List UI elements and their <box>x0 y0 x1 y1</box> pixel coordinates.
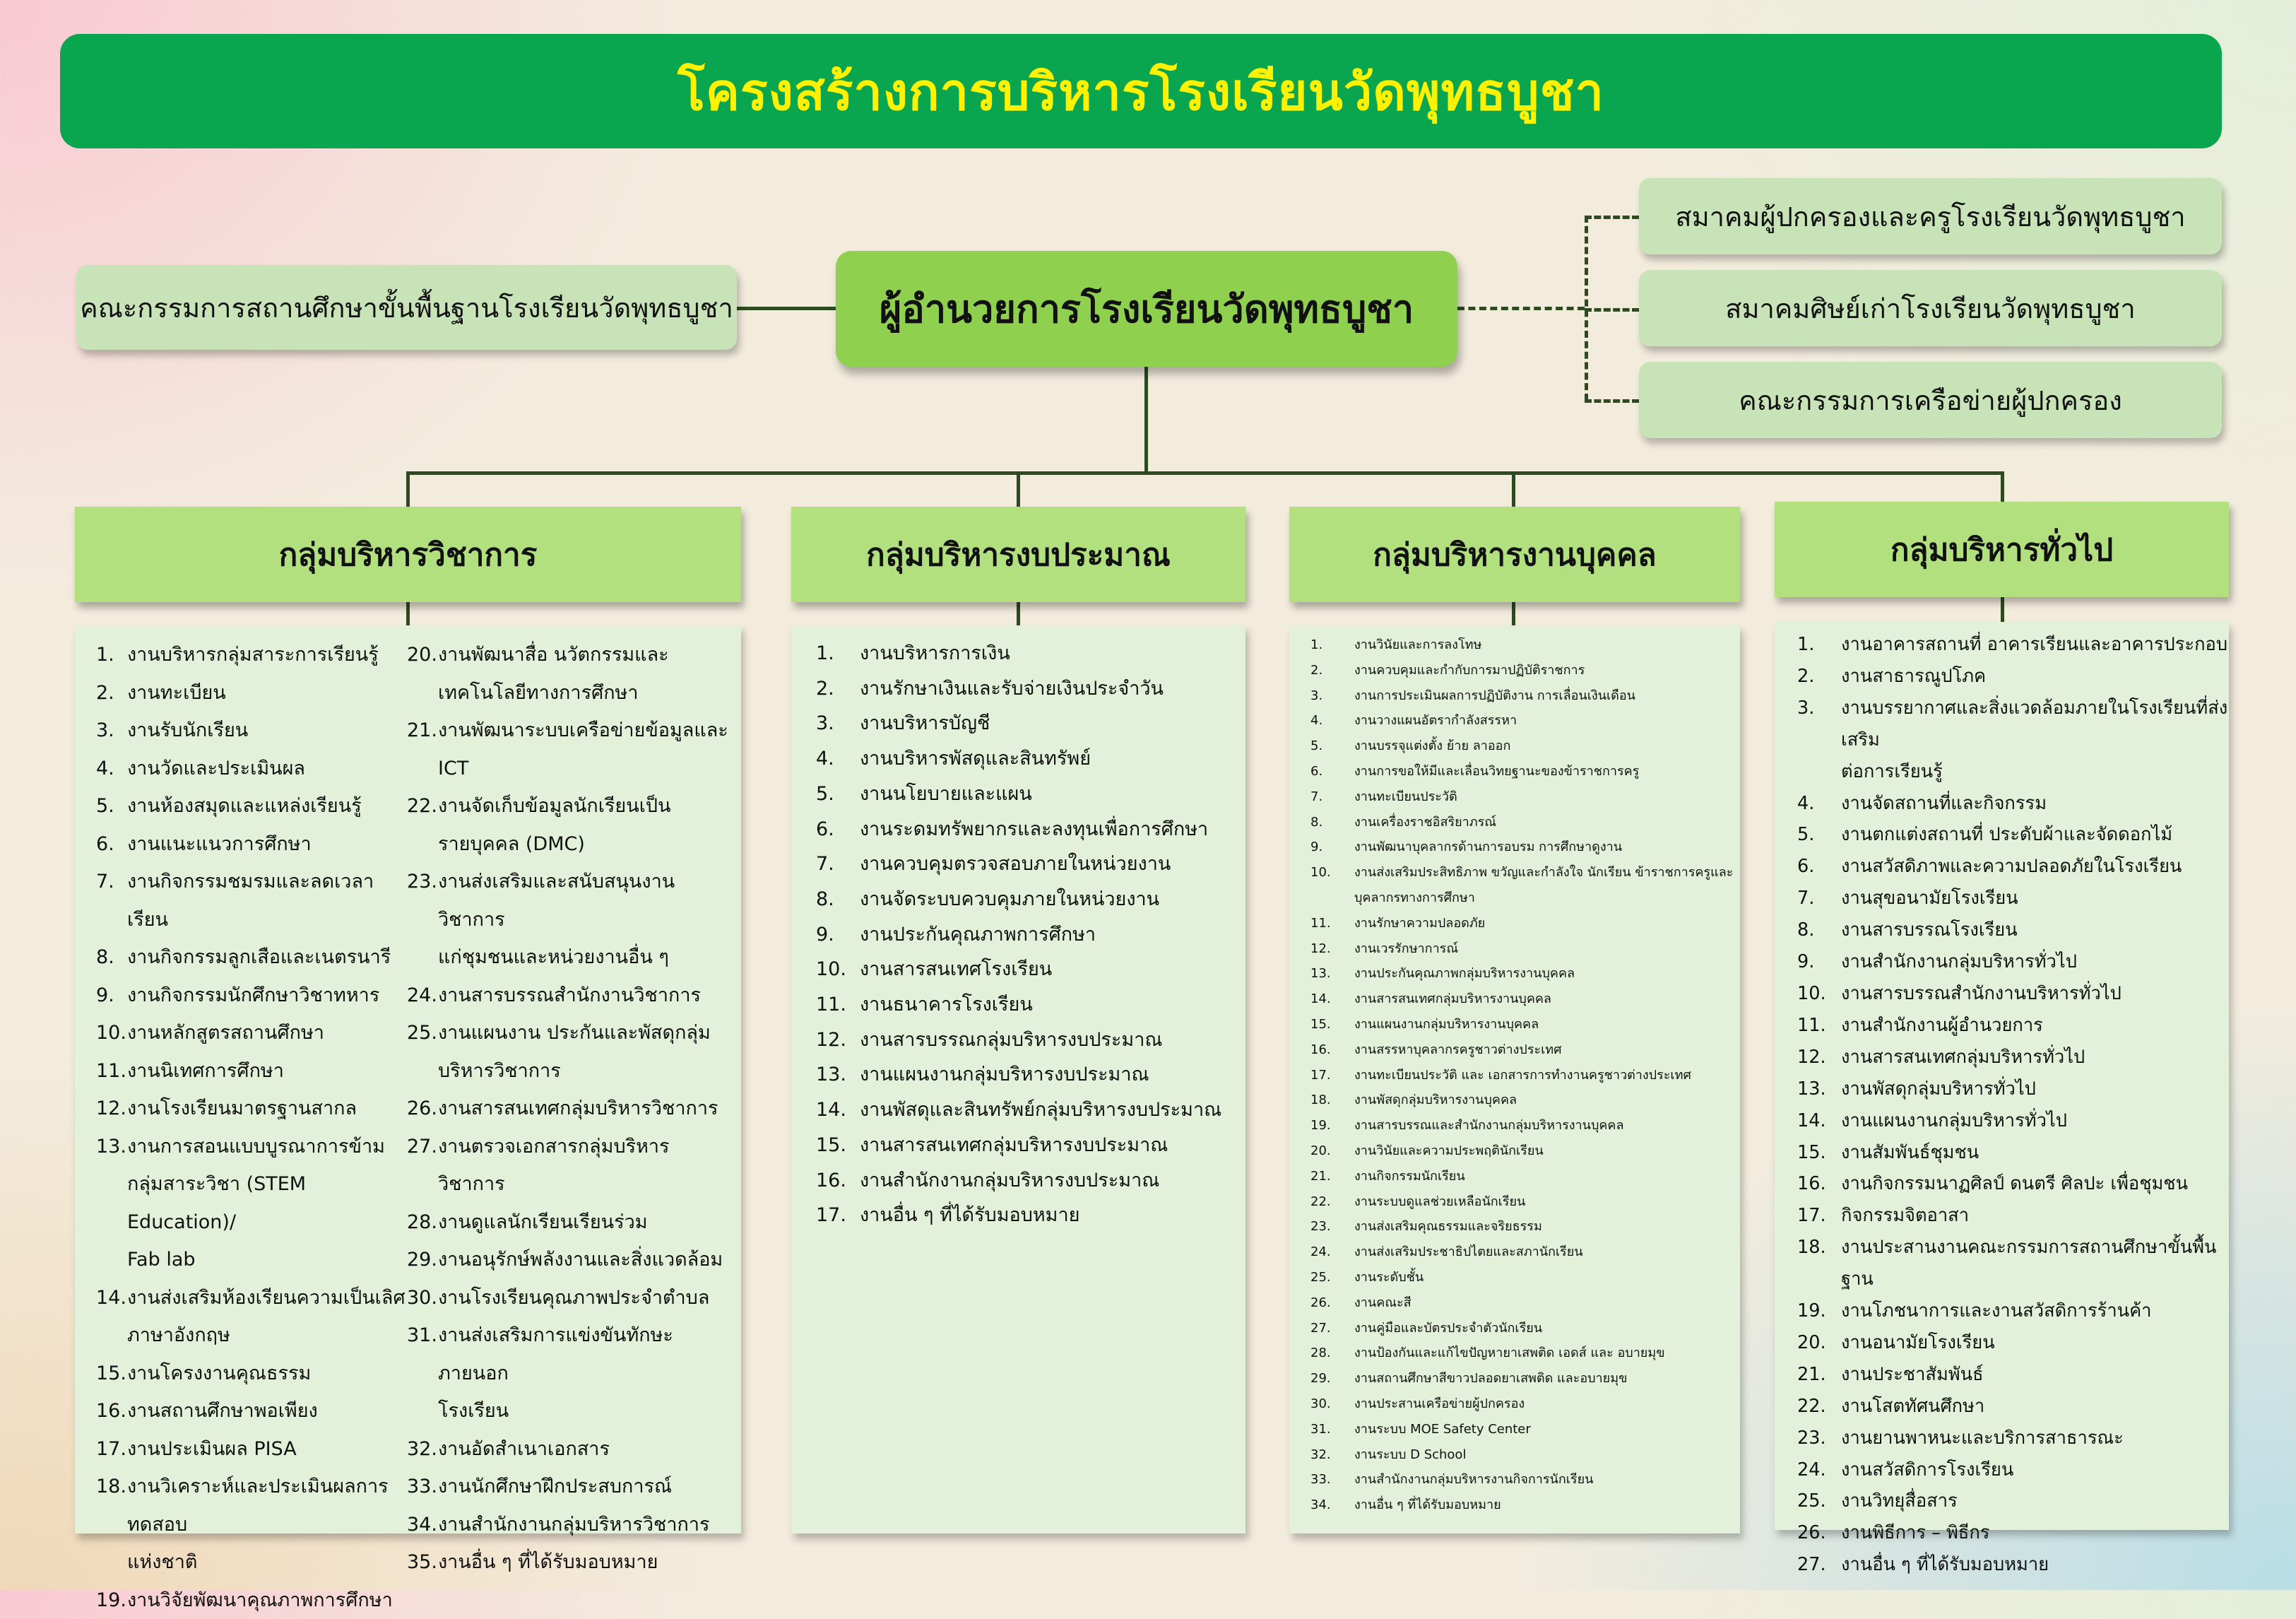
academic-list-col1 <box>96 636 407 1619</box>
list-item: 24. งานสารบรรณสำนักงานวิชาการ <box>407 977 732 1015</box>
list-item: 9. งานกิจกรรมนักศึกษาวิชาทหาร <box>96 977 407 1015</box>
list-item: 3. งานการประเมินผลการปฏิบัติงาน การเลื่อนเงินเดือน <box>1310 683 1740 709</box>
list-item: 9. งานประกันคุณภาพการศึกษา <box>816 917 1245 953</box>
list-item: 30. งานประสานเครือข่ายผู้ปกครอง <box>1310 1391 1740 1417</box>
list-item: 26. งานพิธีการ – พิธีกร <box>1797 1517 2229 1549</box>
list-item: 8. งานสารบรรณโรงเรียน <box>1797 914 2229 946</box>
list-item: 26. งานคณะสี <box>1310 1290 1740 1316</box>
parent-teacher-association-box <box>1639 178 2222 254</box>
list-item: 8. งานเครื่องราชอิสริยาภรณ์ <box>1310 810 1740 835</box>
connector-director-down <box>1144 367 1148 473</box>
list-item: 18. งานประสานงานคณะกรรมการสถานศึกษาขั้นพื้นฐาน <box>1797 1232 2229 1295</box>
list-item: 21. งานกิจกรรมนักเรียน <box>1310 1164 1740 1189</box>
list-item: 12. งานโรงเรียนมาตรฐานสากล <box>96 1090 407 1128</box>
list-item: 12. งานสารบรรณกลุ่มบริหารงบประมาณ <box>816 1023 1245 1058</box>
list-item: 18. งานพัสดุกลุ่มบริหารงานบุคคล <box>1310 1088 1740 1113</box>
page-title: โครงสร้างการบริหารโรงเรียนวัดพุทธบูชา <box>677 51 1604 132</box>
list-item: 26. งานสารสนเทศกลุ่มบริหารวิชาการ <box>407 1090 732 1128</box>
academic-list-col2 <box>407 636 732 1619</box>
list-item: 4. งานวัดและประเมินผล <box>96 750 407 788</box>
list-item: 34. งานอื่น ๆ ที่ได้รับมอบหมาย <box>1310 1493 1740 1518</box>
list-item: 31. งานระบบ MOE Safety Center <box>1310 1417 1740 1442</box>
connector-group-1 <box>406 471 410 507</box>
list-item: 27. งานคู่มือและบัตรประจำตัวนักเรียน <box>1310 1316 1740 1341</box>
list-item: บุคลากรทางการศึกษา <box>1310 885 1740 911</box>
list-item: 27. งานอื่น ๆ ที่ได้รับมอบหมาย <box>1797 1549 2229 1581</box>
list-item: 22. งานระบบดูแลช่วยเหลือนักเรียน <box>1310 1189 1740 1215</box>
list-item: 5. งานบรรจุแต่งตั้ง ย้าย ลาออก <box>1310 734 1740 759</box>
list-item: เทคโนโลยีทางการศึกษา <box>407 674 732 712</box>
connector-director-right <box>1457 307 1585 310</box>
list-item: 32. งานระบบ D School <box>1310 1442 1740 1468</box>
connector-group-4 <box>2001 471 2004 503</box>
panel-academic <box>75 625 741 1533</box>
list-item: 10. งานหลักสูตรสถานศึกษา <box>96 1014 407 1052</box>
parent-network-committee-box <box>1639 362 2222 438</box>
panel-budget <box>791 625 1245 1533</box>
group-header-personnel <box>1289 507 1740 602</box>
list-item: 10. งานสารสนเทศโรงเรียน <box>816 952 1245 987</box>
connector-groups-horizontal <box>406 471 2004 475</box>
list-item: 16. งานสถานศึกษาพอเพียง <box>96 1392 407 1430</box>
list-item: 17. กิจกรรมจิตอาสา <box>1797 1200 2229 1232</box>
list-item: 16. งานสรรหาบุคลากรครูชาวต่างประเทศ <box>1310 1037 1740 1063</box>
list-item: 17. งานทะเบียนประวัติ และ เอกสารการทำงานครูชาวต่างประเทศ <box>1310 1063 1740 1088</box>
list-item: 34. งานสำนักงานกลุ่มบริหารวิชาการ <box>407 1506 732 1544</box>
list-item: 9. งานพัฒนาบุคลากรด้านการอบรม การศึกษาดูงาน <box>1310 835 1740 860</box>
list-item: บริหารวิชาการ <box>407 1052 732 1090</box>
list-item: 5. งานนโยบายและแผน <box>816 777 1245 812</box>
list-item: 28. งานดูแลนักเรียนเรียนร่วม <box>407 1203 732 1242</box>
list-item: ICT <box>407 750 732 788</box>
list-item: 10. งานสารบรรณสำนักงานบริหารทั่วไป <box>1797 978 2229 1010</box>
list-item: 2. งานสาธารณูปโภค <box>1797 661 2229 693</box>
list-item: 23. งานส่งเสริมและสนับสนุนงานวิชาการ <box>407 863 732 938</box>
list-item: 22. งานจัดเก็บข้อมูลนักเรียนเป็น <box>407 787 732 825</box>
panel-personnel <box>1289 625 1740 1533</box>
list-item: 21. งานประชาสัมพันธ์ <box>1797 1359 2229 1391</box>
list-item: 4. งานบริหารพัสดุและสินทรัพย์ <box>816 741 1245 777</box>
list-item: 28. งานป้องกันและแก้ไขปัญหายาเสพติด เอดส์ และ อบายมุข <box>1310 1341 1740 1366</box>
group-header-label: กลุ่มบริหารวิชาการ <box>279 530 538 579</box>
list-item: 33. งานนักศึกษาฝึกประสบการณ์ <box>407 1468 732 1506</box>
list-item: 19. งานโภชนาการและงานสวัสดิการร้านค้า <box>1797 1295 2229 1327</box>
list-item: 22. งานโสตทัศนศึกษา <box>1797 1391 2229 1423</box>
list-item: 13. งานการสอนแบบบูรณาการข้าม <box>96 1128 407 1166</box>
list-item: รายบุคคล (DMC) <box>407 825 732 864</box>
list-item: 7. งานกิจกรรมชมรมและลดเวลาเรียน <box>96 863 407 938</box>
list-item: 27. งานตรวจเอกสารกลุ่มบริหารวิชาการ <box>407 1128 732 1203</box>
group-header-budget <box>791 507 1245 602</box>
list-item: 15. งานสัมพันธ์ชุมชน <box>1797 1137 2229 1169</box>
list-item: 1. งานอาคารสถานที่ อาคารเรียนและอาคารประกอบ <box>1797 629 2229 661</box>
connector-right-1 <box>1585 216 1639 219</box>
connector-head-panel-2 <box>1017 601 1020 625</box>
list-item: 1. งานบริหารการเงิน <box>816 636 1245 671</box>
list-item: 12. งานสารสนเทศกลุ่มบริหารทั่วไป <box>1797 1042 2229 1073</box>
panel-general <box>1775 622 2229 1530</box>
list-item: 35. งานอื่น ๆ ที่ได้รับมอบหมาย <box>407 1543 732 1582</box>
title-bar <box>60 34 2222 148</box>
list-item: Fab lab <box>96 1241 407 1279</box>
list-item: 14. งานพัสดุและสินทรัพย์กลุ่มบริหารงบประมาณ <box>816 1093 1245 1128</box>
list-item: 30. งานโรงเรียนคุณภาพประจำตำบล <box>407 1279 732 1317</box>
list-item: 21. งานพัฒนาระบบเครือข่ายข้อมูลและ <box>407 712 732 750</box>
list-item: 9. งานสำนักงานกลุ่มบริหารทั่วไป <box>1797 946 2229 978</box>
list-item: แห่งชาติ <box>96 1543 407 1582</box>
right-box-label: คณะกรรมการเครือข่ายผู้ปกครอง <box>1739 379 2122 422</box>
list-item: 14. งานแผนงานกลุ่มบริหารทั่วไป <box>1797 1105 2229 1137</box>
list-item: 18. งานวิเคราะห์และประเมินผลการทดสอบ <box>96 1468 407 1543</box>
budget-list <box>816 636 1245 1233</box>
general-list <box>1797 629 2229 1581</box>
list-item: 13. งานพัสดุกลุ่มบริหารทั่วไป <box>1797 1073 2229 1105</box>
group-header-label: กลุ่มบริหารทั่วไป <box>1890 525 2113 575</box>
list-item: 11. งานธนาคารโรงเรียน <box>816 987 1245 1023</box>
connector-head-panel-3 <box>1512 601 1515 625</box>
list-item: 6. งานสวัสดิภาพและความปลอดภัยในโรงเรียน <box>1797 851 2229 883</box>
connector-group-3 <box>1512 471 1515 507</box>
list-item: 14. งานสารสนเทศกลุ่มบริหารงานบุคคล <box>1310 987 1740 1012</box>
list-item: 17. งานประเมินผล PISA <box>96 1430 407 1468</box>
list-item: 3. งานรับนักเรียน <box>96 712 407 750</box>
list-item: 13. งานแผนงานกลุ่มบริหารงบประมาณ <box>816 1057 1245 1093</box>
list-item: 20. งานพัฒนาสื่อ นวัตกรรมและ <box>407 636 732 674</box>
list-item: 16. งานกิจกรรมนาฏศิลป์ ดนตรี ศิลปะ เพื่อชุมชน <box>1797 1168 2229 1200</box>
list-item: 23. งานยานพาหนะและบริการสาธารณะ <box>1797 1423 2229 1454</box>
list-item: กลุ่มสาระวิชา (STEM Education)/ <box>96 1165 407 1241</box>
connector-right-3 <box>1585 399 1639 403</box>
list-item: 2. งานควบคุมและกำกับการมาปฏิบัติราชการ <box>1310 658 1740 683</box>
list-item: 23. งานส่งเสริมคุณธรรมและจริยธรรม <box>1310 1214 1740 1240</box>
alumni-association-box <box>1639 270 2222 346</box>
list-item: 20. งานอนามัยโรงเรียน <box>1797 1327 2229 1359</box>
list-item: 19. งานวิจัยพัฒนาคุณภาพการศึกษา <box>96 1582 407 1619</box>
list-item: 11. งานรักษาความปลอดภัย <box>1310 911 1740 936</box>
group-header-label: กลุ่มบริหารงบประมาณ <box>866 530 1171 579</box>
right-box-label: สมาคมผู้ปกครองและครูโรงเรียนวัดพุทธบูชา <box>1675 195 2185 238</box>
list-item: 29. งานสถานศึกษาสีขาวปลอดยาเสพติด และอบายมุข <box>1310 1366 1740 1391</box>
director-box <box>836 251 1457 367</box>
list-item: 10. งานส่งเสริมประสิทธิภาพ ขวัญและกำลังใจ นักเรียน ข้าราชการครูและ <box>1310 860 1740 885</box>
list-item: โรงเรียน <box>407 1392 732 1430</box>
list-item: 25. งานวิทยุสื่อสาร <box>1797 1485 2229 1517</box>
group-header-general <box>1775 502 2229 597</box>
list-item: 19. งานสารบรรณและสำนักงานกลุ่มบริหารงานบุคคล <box>1310 1113 1740 1138</box>
connector-right-2 <box>1585 308 1639 312</box>
list-item: 1. งานวินัยและการลงโทษ <box>1310 632 1740 658</box>
group-header-academic <box>75 507 741 602</box>
list-item: 4. งานวางแผนอัตรากำลังสรรหา <box>1310 708 1740 734</box>
list-item: 25. งานแผนงาน ประกันและพัสดุกลุ่ม <box>407 1014 732 1052</box>
list-item: 7. งานสุขอนามัยโรงเรียน <box>1797 883 2229 914</box>
list-item: 1. งานบริหารกลุ่มสาระการเรียนรู้ <box>96 636 407 674</box>
personnel-list <box>1310 632 1740 1518</box>
list-item: 3. งานบรรยากาศและสิ่งแวดล้อมภายในโรงเรียนที่ส่งเสริม <box>1797 693 2229 756</box>
list-item: 5. งานห้องสมุดและแหล่งเรียนรู้ <box>96 787 407 825</box>
list-item: 33. งานสำนักงานกลุ่มบริหารงานกิจการนักเรียน <box>1310 1467 1740 1493</box>
connector-head-panel-1 <box>406 601 410 625</box>
list-item: 25. งานระดับชั้น <box>1310 1265 1740 1290</box>
list-item: 15. งานแผนงานกลุ่มบริหารงานบุคคล <box>1310 1012 1740 1037</box>
list-item: 24. งานส่งเสริมประชาธิปไตยและสภานักเรียน <box>1310 1240 1740 1265</box>
list-item: 29. งานอนุรักษ์พลังงานและสิ่งแวดล้อม <box>407 1241 732 1279</box>
list-item: 32. งานอัดสำเนาเอกสาร <box>407 1430 732 1468</box>
list-item: 20. งานวินัยและความประพฤตินักเรียน <box>1310 1138 1740 1164</box>
connector-committee-director <box>737 307 837 310</box>
list-item: 15. งานโครงงานคุณธรรม <box>96 1355 407 1393</box>
list-item: 31. งานส่งเสริมการแข่งขันทักษะภายนอก <box>407 1317 732 1392</box>
list-item: 5. งานตกแต่งสถานที่ ประดับผ้าและจัดดอกไม้ <box>1797 819 2229 851</box>
list-item: 24. งานสวัสดิการโรงเรียน <box>1797 1454 2229 1486</box>
list-item: 3. งานบริหารบัญชี <box>816 706 1245 741</box>
list-item: 6. งานการขอให้มีและเลื่อนวิทยฐานะของข้าราชการครู <box>1310 759 1740 784</box>
list-item: 11. งานสำนักงานผู้อำนวยการ <box>1797 1010 2229 1042</box>
list-item: 15. งานสารสนเทศกลุ่มบริหารงบประมาณ <box>816 1128 1245 1163</box>
committee-label: คณะกรรมการสถานศึกษาขั้นพื้นฐานโรงเรียนวัดพุทธบูชา <box>80 286 733 329</box>
list-item: 17. งานอื่น ๆ ที่ได้รับมอบหมาย <box>816 1198 1245 1233</box>
list-item: 4. งานจัดสถานที่และกิจกรรม <box>1797 788 2229 820</box>
connector-head-panel-4 <box>2001 597 2004 622</box>
right-box-label: สมาคมศิษย์เก่าโรงเรียนวัดพุทธบูชา <box>1725 287 2135 330</box>
list-item: 6. งานแนะแนวการศึกษา <box>96 825 407 864</box>
list-item: 13. งานประกันคุณภาพกลุ่มบริหารงานบุคคล <box>1310 961 1740 987</box>
list-item: 7. งานควบคุมตรวจสอบภายในหน่วยงาน <box>816 847 1245 882</box>
list-item: 11. งานนิเทศการศึกษา <box>96 1052 407 1090</box>
committee-box <box>76 265 737 350</box>
list-item: 8. งานจัดระบบควบคุมภายในหน่วยงาน <box>816 882 1245 917</box>
director-label: ผู้อำนวยการโรงเรียนวัดพุทธบูชา <box>880 278 1414 339</box>
list-item: ภาษาอังกฤษ <box>96 1317 407 1355</box>
connector-group-2 <box>1017 471 1020 507</box>
list-item: 14. งานส่งเสริมห้องเรียนความเป็นเลิศ <box>96 1279 407 1317</box>
list-item: 6. งานระดมทรัพยากรและลงทุนเพื่อการศึกษา <box>816 812 1245 847</box>
list-item: 16. งานสำนักงานกลุ่มบริหารงบประมาณ <box>816 1163 1245 1199</box>
list-item: ต่อการเรียนรู้ <box>1797 756 2229 788</box>
list-item: 12. งานเวรรักษาการณ์ <box>1310 936 1740 962</box>
list-item: 2. งานรักษาเงินและรับจ่ายเงินประจำวัน <box>816 671 1245 707</box>
group-header-label: กลุ่มบริหารงานบุคคล <box>1373 530 1657 579</box>
list-item: 2. งานทะเบียน <box>96 674 407 712</box>
list-item: 7. งานทะเบียนประวัติ <box>1310 784 1740 810</box>
list-item: 8. งานกิจกรรมลูกเสือและเนตรนารี <box>96 938 407 977</box>
list-item: แก่ชุมชนและหน่วยงานอื่น ๆ <box>407 938 732 977</box>
